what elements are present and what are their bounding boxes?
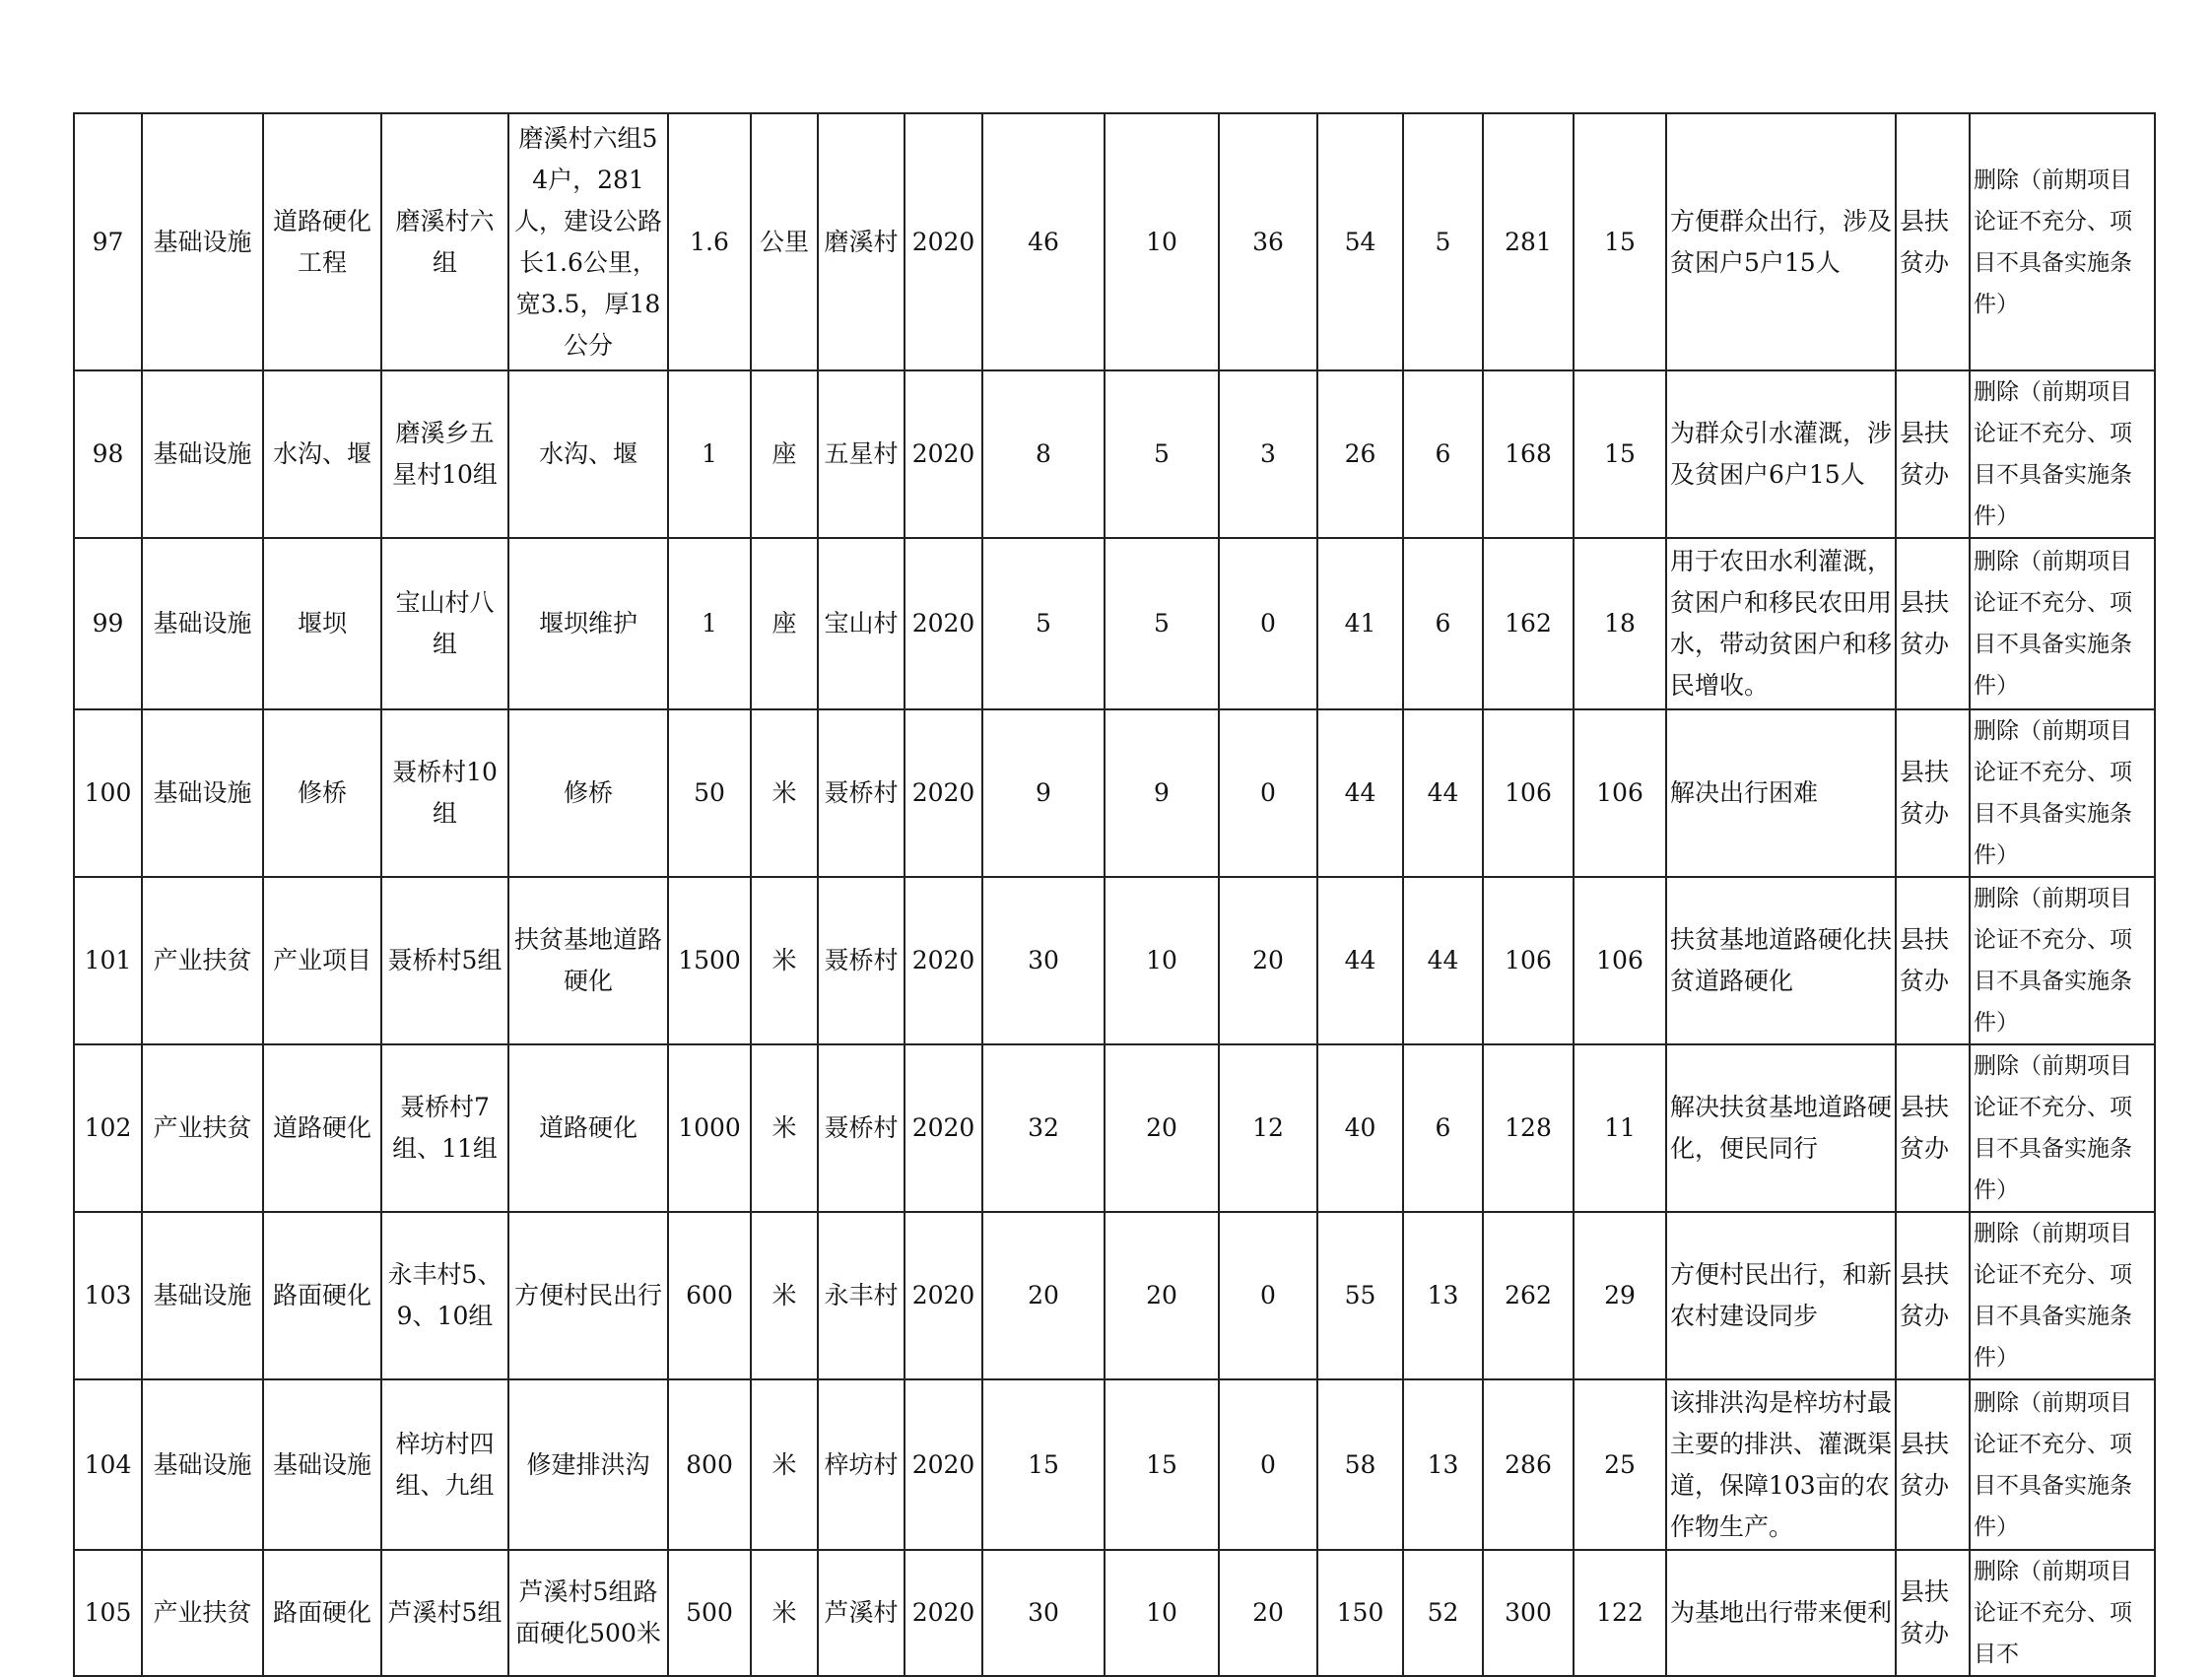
cell-dept: 县扶贫办	[1896, 538, 1970, 709]
cell-year: 2020	[905, 709, 982, 877]
cell-village: 五星村	[818, 370, 905, 538]
cell-year: 2020	[905, 1044, 982, 1212]
cell-type: 路面硬化	[263, 1212, 381, 1379]
cell-scale: 50	[668, 709, 751, 877]
cell-fund-a: 10	[1105, 877, 1219, 1044]
cell-scale: 1	[668, 370, 751, 538]
cell-households: 58	[1317, 1379, 1403, 1550]
cell-poor-people: 15	[1574, 113, 1666, 370]
cell-village: 永丰村	[818, 1212, 905, 1379]
cell-households: 150	[1317, 1550, 1403, 1676]
cell-dept: 县扶贫办	[1896, 1044, 1970, 1212]
cell-unit: 米	[751, 1044, 818, 1212]
cell-households: 26	[1317, 370, 1403, 538]
cell-people: 162	[1483, 538, 1574, 709]
cell-fund-b: 36	[1219, 113, 1317, 370]
cell-fund-a: 5	[1105, 538, 1219, 709]
cell-remark: 删除（前期项目论证不充分、项目不具备实施条件）	[1970, 113, 2155, 370]
cell-poor-people: 122	[1574, 1550, 1666, 1676]
cell-fund-a: 9	[1105, 709, 1219, 877]
cell-benefit: 用于农田水利灌溉，贫困户和移民农田用水，带动贫困户和移民增收。	[1666, 538, 1896, 709]
table-row	[74, 1379, 2155, 1550]
cell-poor-people: 29	[1574, 1212, 1666, 1379]
cell-village: 聂桥村	[818, 877, 905, 1044]
cell-scale: 1.6	[668, 113, 751, 370]
cell-poor-people: 18	[1574, 538, 1666, 709]
cell-benefit: 解决出行困难	[1666, 709, 1896, 877]
cell-remark: 删除（前期项目论证不充分、项目不具备实施条件）	[1970, 370, 2155, 538]
cell-location: 聂桥村7组、11组	[381, 1044, 508, 1212]
cell-poor-households: 6	[1403, 370, 1483, 538]
cell-fund-b: 0	[1219, 709, 1317, 877]
cell-type: 基础设施	[263, 1379, 381, 1550]
cell-fund-b: 20	[1219, 1550, 1317, 1676]
cell-no: 99	[74, 538, 142, 709]
cell-scale: 800	[668, 1379, 751, 1550]
cell-type: 修桥	[263, 709, 381, 877]
cell-benefit: 为群众引水灌溉，涉及贫困户6户15人	[1666, 370, 1896, 538]
cell-content: 修桥	[508, 709, 668, 877]
cell-location: 磨溪乡五星村10组	[381, 370, 508, 538]
cell-location: 梓坊村四组、九组	[381, 1379, 508, 1550]
cell-no: 103	[74, 1212, 142, 1379]
cell-unit: 座	[751, 370, 818, 538]
cell-poor-households: 52	[1403, 1550, 1483, 1676]
cell-total-fund: 15	[982, 1379, 1105, 1550]
cell-fund-b: 0	[1219, 1379, 1317, 1550]
cell-category: 产业扶贫	[142, 1044, 263, 1212]
cell-location: 聂桥村5组	[381, 877, 508, 1044]
cell-poor-households: 13	[1403, 1379, 1483, 1550]
cell-type: 产业项目	[263, 877, 381, 1044]
cell-scale: 1	[668, 538, 751, 709]
cell-poor-people: 106	[1574, 709, 1666, 877]
cell-type: 堰坝	[263, 538, 381, 709]
cell-remark: 删除（前期项目论证不充分、项目不具备实施条件）	[1970, 538, 2155, 709]
cell-total-fund: 8	[982, 370, 1105, 538]
cell-benefit: 该排洪沟是梓坊村最主要的排洪、灌溉渠道，保障103亩的农作物生产。	[1666, 1379, 1896, 1550]
table-row	[74, 370, 2155, 538]
cell-people: 300	[1483, 1550, 1574, 1676]
cell-location: 永丰村5、9、10组	[381, 1212, 508, 1379]
cell-content: 磨溪村六组54户，281人，建设公路长1.6公里，宽3.5，厚18公分	[508, 113, 668, 370]
table-row	[74, 877, 2155, 1044]
cell-people: 106	[1483, 709, 1574, 877]
cell-fund-a: 20	[1105, 1044, 1219, 1212]
cell-fund-a: 5	[1105, 370, 1219, 538]
cell-poor-households: 13	[1403, 1212, 1483, 1379]
cell-village: 梓坊村	[818, 1379, 905, 1550]
cell-benefit: 扶贫基地道路硬化扶贫道路硬化	[1666, 877, 1896, 1044]
cell-type: 路面硬化	[263, 1550, 381, 1676]
cell-unit: 米	[751, 877, 818, 1044]
cell-total-fund: 5	[982, 538, 1105, 709]
cell-dept: 县扶贫办	[1896, 370, 1970, 538]
cell-no: 101	[74, 877, 142, 1044]
cell-village: 宝山村	[818, 538, 905, 709]
cell-remark: 删除（前期项目论证不充分、项目不具备实施条件）	[1970, 709, 2155, 877]
cell-fund-b: 20	[1219, 877, 1317, 1044]
cell-unit: 座	[751, 538, 818, 709]
cell-households: 44	[1317, 709, 1403, 877]
cell-poor-households: 6	[1403, 538, 1483, 709]
cell-content: 道路硬化	[508, 1044, 668, 1212]
cell-fund-a: 10	[1105, 1550, 1219, 1676]
cell-households: 44	[1317, 877, 1403, 1044]
table-row	[74, 538, 2155, 709]
table-body	[74, 113, 2155, 1676]
cell-content: 方便村民出行	[508, 1212, 668, 1379]
cell-total-fund: 9	[982, 709, 1105, 877]
cell-location: 磨溪村六组	[381, 113, 508, 370]
cell-total-fund: 30	[982, 1550, 1105, 1676]
cell-category: 基础设施	[142, 538, 263, 709]
cell-poor-people: 106	[1574, 877, 1666, 1044]
cell-poor-households: 5	[1403, 113, 1483, 370]
cell-content: 扶贫基地道路硬化	[508, 877, 668, 1044]
cell-year: 2020	[905, 1550, 982, 1676]
cell-type: 道路硬化	[263, 1044, 381, 1212]
cell-content: 修建排洪沟	[508, 1379, 668, 1550]
cell-households: 40	[1317, 1044, 1403, 1212]
cell-category: 产业扶贫	[142, 877, 263, 1044]
table-row	[74, 709, 2155, 877]
cell-category: 基础设施	[142, 1379, 263, 1550]
cell-dept: 县扶贫办	[1896, 877, 1970, 1044]
cell-year: 2020	[905, 1379, 982, 1550]
cell-dept: 县扶贫办	[1896, 1550, 1970, 1676]
cell-no: 100	[74, 709, 142, 877]
cell-scale: 500	[668, 1550, 751, 1676]
cell-remark: 删除（前期项目论证不充分、项目不具备实施条件）	[1970, 1212, 2155, 1379]
cell-dept: 县扶贫办	[1896, 1379, 1970, 1550]
cell-year: 2020	[905, 538, 982, 709]
cell-year: 2020	[905, 1212, 982, 1379]
cell-people: 106	[1483, 877, 1574, 1044]
cell-fund-b: 12	[1219, 1044, 1317, 1212]
cell-fund-b: 0	[1219, 538, 1317, 709]
cell-no: 105	[74, 1550, 142, 1676]
cell-benefit: 方便群众出行，涉及贫困户5户15人	[1666, 113, 1896, 370]
cell-poor-households: 6	[1403, 1044, 1483, 1212]
cell-people: 168	[1483, 370, 1574, 538]
cell-households: 41	[1317, 538, 1403, 709]
cell-total-fund: 20	[982, 1212, 1105, 1379]
cell-unit: 公里	[751, 113, 818, 370]
cell-category: 基础设施	[142, 709, 263, 877]
cell-remark: 删除（前期项目论证不充分、项目不	[1970, 1550, 2155, 1676]
cell-unit: 米	[751, 709, 818, 877]
cell-poor-households: 44	[1403, 877, 1483, 1044]
cell-no: 104	[74, 1379, 142, 1550]
cell-year: 2020	[905, 370, 982, 538]
cell-category: 产业扶贫	[142, 1550, 263, 1676]
cell-poor-people: 11	[1574, 1044, 1666, 1212]
cell-unit: 米	[751, 1212, 818, 1379]
cell-poor-people: 25	[1574, 1379, 1666, 1550]
cell-fund-b: 0	[1219, 1212, 1317, 1379]
cell-fund-a: 10	[1105, 113, 1219, 370]
cell-content: 芦溪村5组路面硬化500米	[508, 1550, 668, 1676]
cell-total-fund: 32	[982, 1044, 1105, 1212]
cell-year: 2020	[905, 877, 982, 1044]
cell-village: 芦溪村	[818, 1550, 905, 1676]
cell-fund-a: 20	[1105, 1212, 1219, 1379]
cell-category: 基础设施	[142, 113, 263, 370]
cell-dept: 县扶贫办	[1896, 709, 1970, 877]
table-row	[74, 1212, 2155, 1379]
cell-category: 基础设施	[142, 370, 263, 538]
cell-scale: 600	[668, 1212, 751, 1379]
table-row	[74, 1044, 2155, 1212]
cell-benefit: 解决扶贫基地道路硬化，便民同行	[1666, 1044, 1896, 1212]
cell-fund-a: 15	[1105, 1379, 1219, 1550]
cell-households: 54	[1317, 113, 1403, 370]
cell-people: 281	[1483, 113, 1574, 370]
cell-unit: 米	[751, 1550, 818, 1676]
cell-unit: 米	[751, 1379, 818, 1550]
cell-location: 宝山村八组	[381, 538, 508, 709]
cell-people: 286	[1483, 1379, 1574, 1550]
cell-no: 97	[74, 113, 142, 370]
cell-no: 98	[74, 370, 142, 538]
cell-content: 水沟、堰	[508, 370, 668, 538]
cell-households: 55	[1317, 1212, 1403, 1379]
cell-village: 磨溪村	[818, 113, 905, 370]
cell-remark: 删除（前期项目论证不充分、项目不具备实施条件）	[1970, 877, 2155, 1044]
cell-dept: 县扶贫办	[1896, 113, 1970, 370]
cell-benefit: 方便村民出行，和新农村建设同步	[1666, 1212, 1896, 1379]
cell-category: 基础设施	[142, 1212, 263, 1379]
cell-village: 聂桥村	[818, 709, 905, 877]
cell-poor-people: 15	[1574, 370, 1666, 538]
cell-location: 聂桥村10组	[381, 709, 508, 877]
cell-scale: 1500	[668, 877, 751, 1044]
cell-remark: 删除（前期项目论证不充分、项目不具备实施条件）	[1970, 1044, 2155, 1212]
table-row	[74, 113, 2155, 370]
cell-village: 聂桥村	[818, 1044, 905, 1212]
cell-content: 堰坝维护	[508, 538, 668, 709]
cell-type: 水沟、堰	[263, 370, 381, 538]
cell-total-fund: 46	[982, 113, 1105, 370]
cell-fund-b: 3	[1219, 370, 1317, 538]
cell-remark: 删除（前期项目论证不充分、项目不具备实施条件）	[1970, 1379, 2155, 1550]
cell-year: 2020	[905, 113, 982, 370]
cell-type: 道路硬化工程	[263, 113, 381, 370]
project-table	[73, 112, 2156, 1677]
cell-poor-households: 44	[1403, 709, 1483, 877]
cell-no: 102	[74, 1044, 142, 1212]
cell-people: 262	[1483, 1212, 1574, 1379]
table-row	[74, 1550, 2155, 1676]
cell-dept: 县扶贫办	[1896, 1212, 1970, 1379]
cell-total-fund: 30	[982, 877, 1105, 1044]
cell-scale: 1000	[668, 1044, 751, 1212]
cell-people: 128	[1483, 1044, 1574, 1212]
cell-benefit: 为基地出行带来便利	[1666, 1550, 1896, 1676]
cell-location: 芦溪村5组	[381, 1550, 508, 1676]
